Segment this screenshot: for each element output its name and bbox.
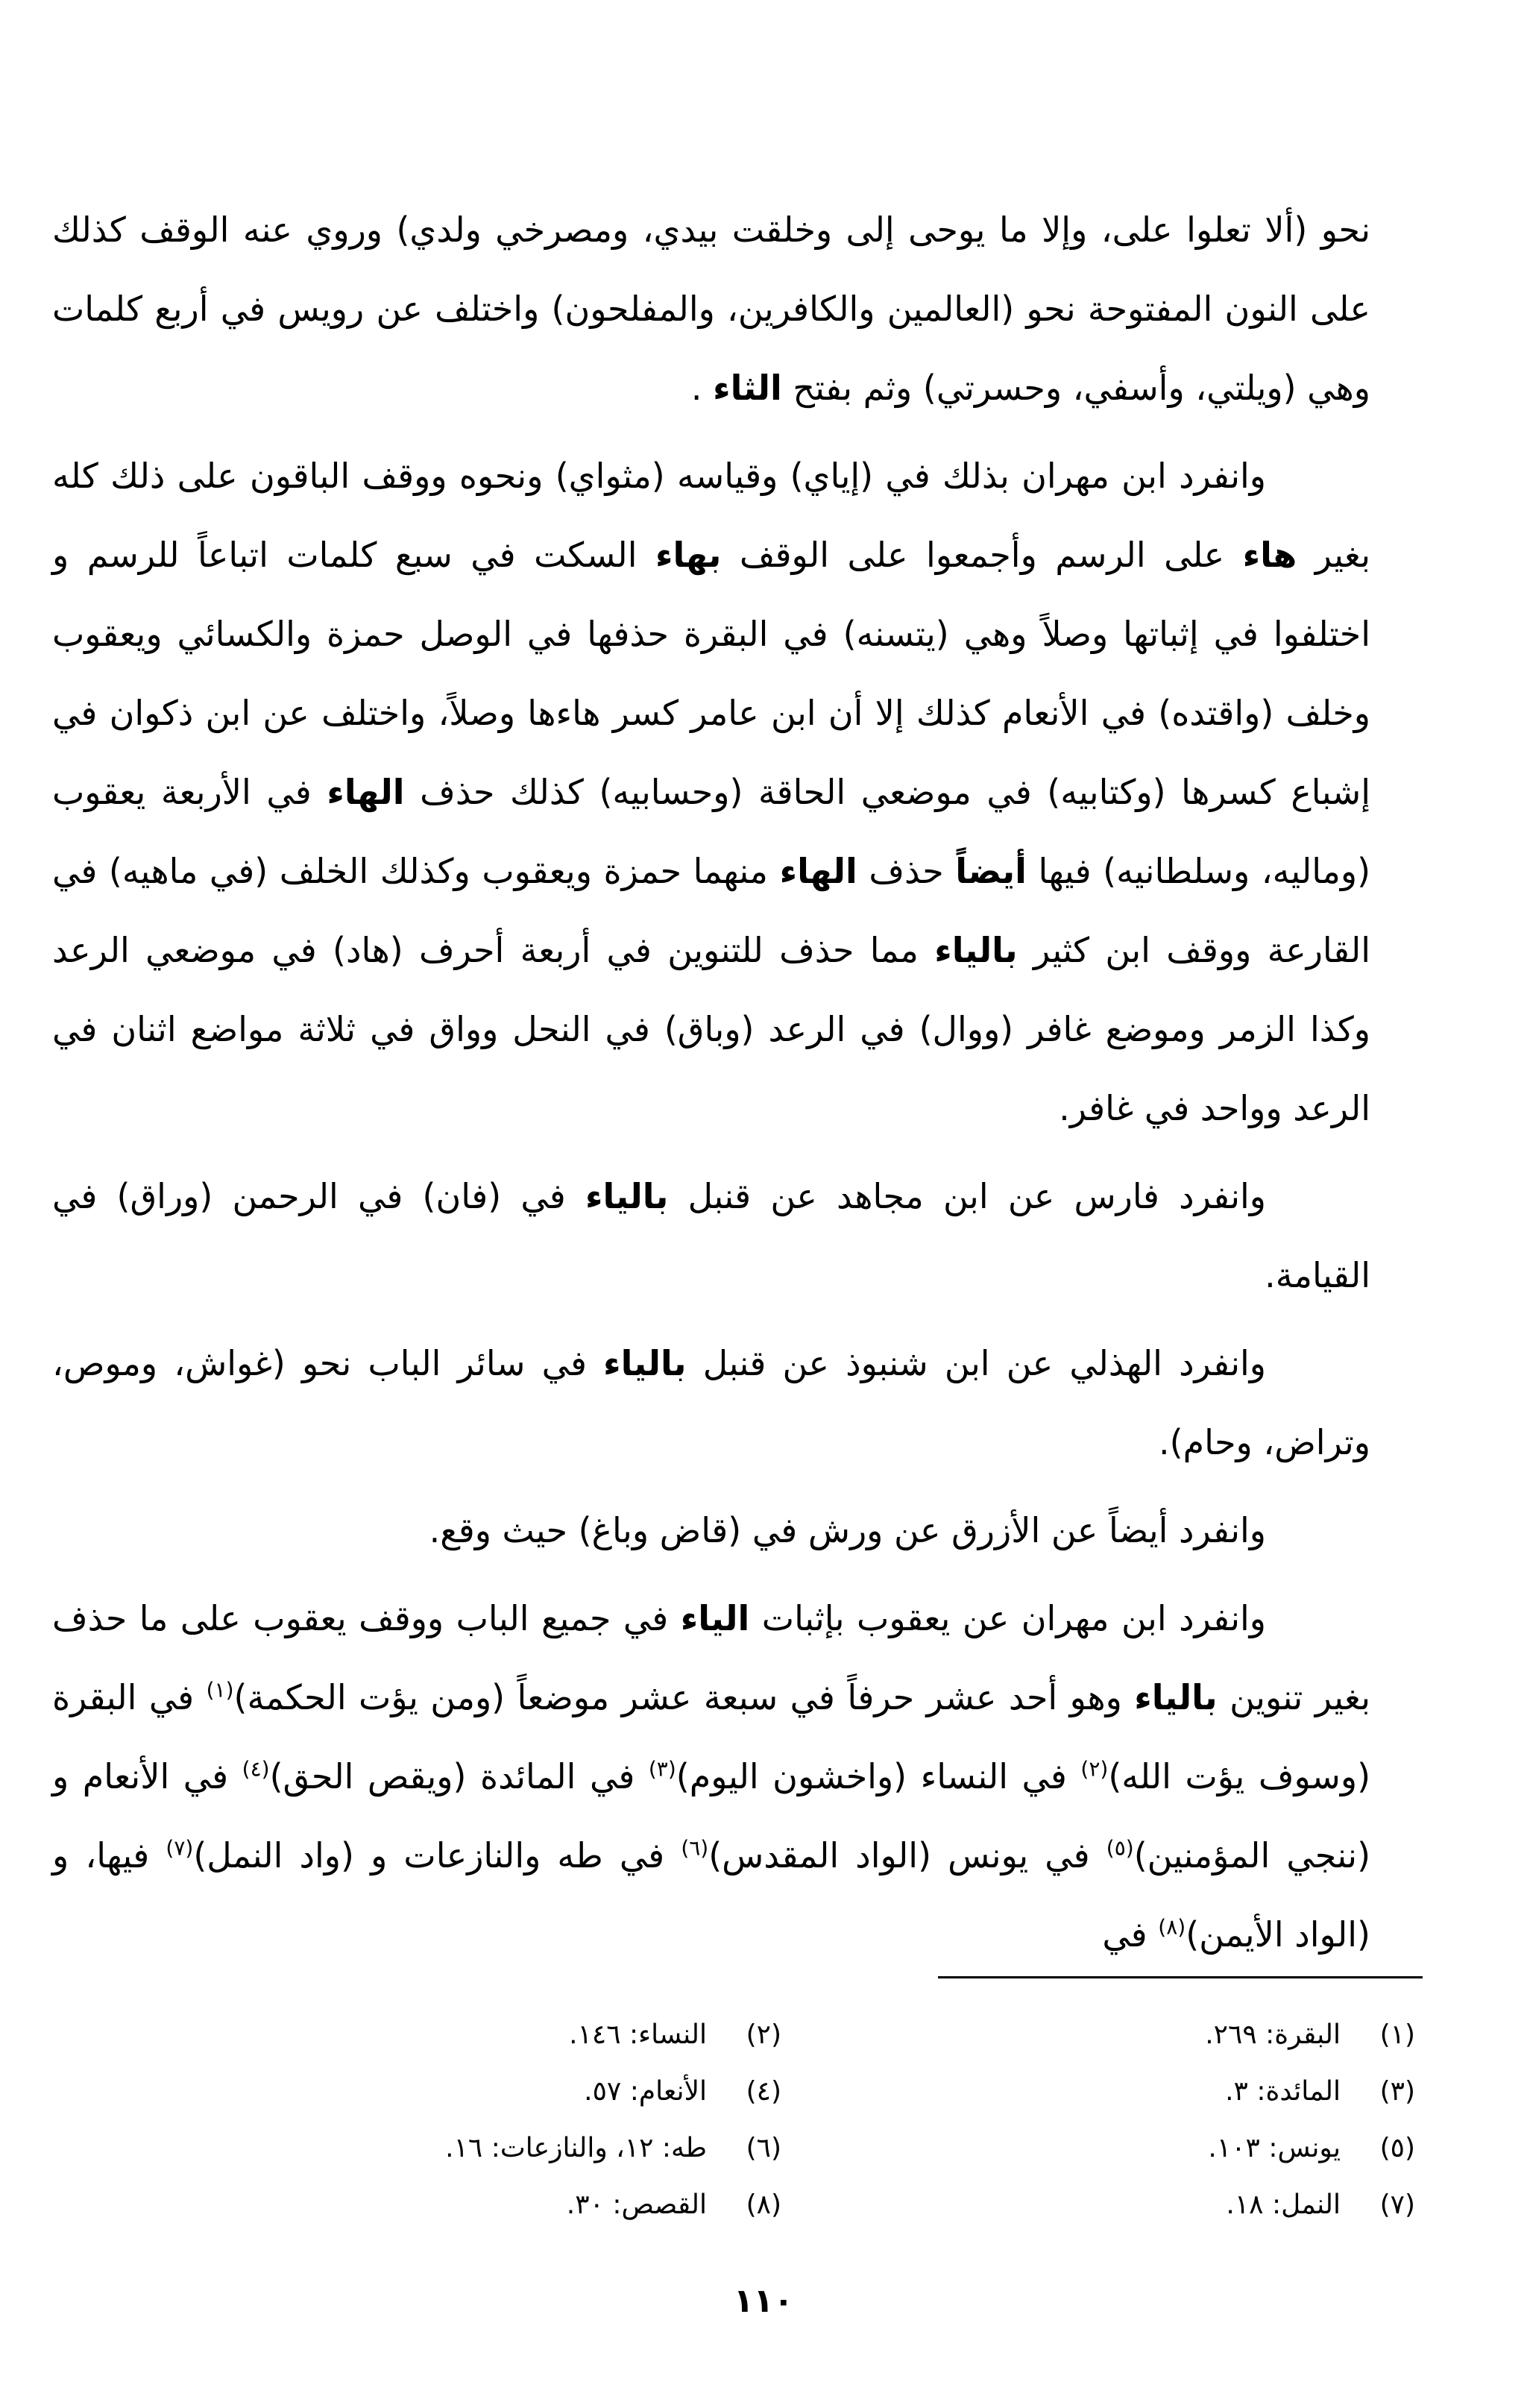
footnote-number: (٣) [1379, 2075, 1415, 2107]
footnote-ref[interactable]: (٣) [648, 1756, 676, 1782]
footnote-item [148, 2189, 781, 2220]
text-run: في طه والنازعات و (واد النمل) [193, 1835, 665, 1876]
footnote-item [781, 2133, 1415, 2163]
footnote-number: (٥) [1379, 2132, 1415, 2163]
footnote-item [781, 2019, 1415, 2050]
text-run: نحو (ألا تعلوا على، وإلا ما يوحى إلى وخلقت بيدي، ومصرخي ولدي) وروي عنه الوقف كذلك على النون المفتوحة نحو (العالمين والكافرين، والمفلحون) واختلف عن رويس في أربع كلمات وهي (ويلتي، وأسفي، وحسرتي) وثم بفتح [52, 210, 1370, 408]
text-run: وانفرد ابن مهران عن يعقوب بإثبات [761, 1598, 1267, 1638]
text-run: منهما حمزة ويعقوب وكذلك الخلف (في ماهيه) في القارعة ووقف ابن كثير [52, 851, 1371, 970]
footnote-number: (٨) [746, 2189, 781, 2220]
main-text [52, 190, 1370, 1983]
footnote-row [103, 2119, 1415, 2176]
bold-term: الهاء [327, 772, 405, 812]
footnote-text: المائدة: ٣. [1225, 2075, 1341, 2107]
footnote-text: البقرة: ٢٦٩. [1205, 2019, 1341, 2050]
text-run: في يونس (الواد المقدس) [708, 1835, 1090, 1876]
page-number: ١١٠ [733, 2282, 794, 2320]
text-run: على الرسم وأجمعوا على الوقف [739, 535, 1225, 575]
text-run: وهو أحد عشر حرفاً في سبعة عشر موضعاً (ومن يؤت الحكمة) [233, 1677, 1122, 1717]
text-run: في الأنعام و (ننجي المؤمنين) [52, 1756, 1371, 1876]
footnote-ref[interactable]: (٨) [1158, 1914, 1186, 1940]
footnote-number: (٤) [746, 2075, 781, 2107]
paragraph-4 [52, 1324, 1370, 1482]
bold-term: بالياء [603, 1343, 687, 1383]
footnote-item [781, 2076, 1415, 2107]
footnotes [103, 2006, 1415, 2233]
footnote-row [103, 2176, 1415, 2233]
footnote-item [781, 2189, 1415, 2220]
bold-term: بالياء [934, 930, 1018, 970]
text-run: مما حذف للتنوين في أربعة أحرف (هاد) في موضعي الرعد وكذا الزمر وموضع غافر (ووال) في الرعد (وباق) في النحل وواق في ثلاثة مواضع اثنان في الرعد وواحد في غافر. [52, 930, 1370, 1128]
footnote-text: يونس: ١٠٣. [1208, 2132, 1341, 2163]
bold-term: أيضاً [955, 851, 1027, 891]
footnote-number: (٢) [746, 2019, 781, 2050]
paragraph-1 [52, 190, 1370, 427]
footnote-separator [938, 1976, 1423, 1978]
bold-term: بالياء [1134, 1677, 1218, 1717]
bold-term: هاء [1242, 535, 1297, 575]
footnote-item [148, 2019, 781, 2050]
text-run: وانفرد ابن مهران بذلك في (إياي) وقياسه (مثواي) ونحوه ووقف الباقون على ذلك كله بغير [52, 456, 1371, 575]
footnote-number: (٦) [746, 2132, 781, 2163]
footnote-text: النساء: ١٤٦. [569, 2019, 707, 2050]
text-run: في (فان) في الرحمن (وراق) في القيامة. [52, 1176, 1370, 1295]
paragraph-6 [52, 1579, 1370, 1974]
footnote-ref[interactable]: (١) [206, 1677, 234, 1703]
footnote-row [103, 2006, 1415, 2063]
footnote-ref[interactable]: (٤) [242, 1756, 270, 1782]
paragraph-3 [52, 1157, 1370, 1315]
footnote-row [103, 2063, 1415, 2119]
text-run: حذف [869, 851, 944, 891]
text-run: في سائر الباب نحو (غواش، وموص، وتراض، وحام). [52, 1343, 1370, 1462]
text-run: في الأربعة يعقوب (وماليه، وسلطانيه) فيها [52, 772, 1371, 891]
bold-term: الياء [680, 1598, 750, 1638]
text-run: وانفرد فارس عن ابن مجاهد عن قنبل [687, 1176, 1267, 1216]
text-run: وانفرد أيضاً عن الأزرق عن ورش في (قاض وباغ) حيث وقع. [429, 1510, 1266, 1550]
footnote-ref[interactable]: (٧) [166, 1835, 194, 1861]
paragraph-2 [52, 436, 1370, 1148]
text-run: في البقرة (وسوف يؤت الله) [52, 1677, 1371, 1796]
text-run: في جميع الباب ووقف يعقوب على ما حذف بغير تنوين [52, 1598, 1370, 1717]
footnote-text: الأنعام: ٥٧. [584, 2075, 707, 2107]
text-run: السكت في سبع كلمات اتباعاً للرسم و اختلفوا في إثباتها وصلاً وهي (يتسنه) في البقرة حذفها في الوصل حمزة والكسائي ويعقوب وخلف (واقتده) في الأنعام كذلك إلا أن ابن عامر كسر هاءها وصلاً، واختلف عن ابن ذكوان في إشباع كسرها (وكتابيه) في موضعي الحاقة (وحسابيه) كذلك حذف [52, 535, 1371, 812]
paragraph-5 [52, 1491, 1370, 1570]
footnote-text: النمل: ١٨. [1226, 2189, 1341, 2220]
footnote-ref[interactable]: (٥) [1106, 1835, 1134, 1861]
footnote-item [148, 2133, 781, 2163]
footnote-number: (١) [1379, 2019, 1415, 2050]
bold-term: بالياء [585, 1176, 669, 1216]
footnote-ref[interactable]: (٦) [681, 1835, 709, 1861]
bold-term: الثاء [713, 368, 782, 408]
text-run: وانفرد الهذلي عن ابن شنبوذ عن قنبل [702, 1343, 1267, 1383]
bold-term: بهاء [655, 535, 722, 575]
footnote-text: القصص: ٣٠. [566, 2189, 707, 2220]
text-run: في المائدة (ويقص الحق) [269, 1756, 635, 1796]
footnote-item [148, 2076, 781, 2107]
footnote-number: (٧) [1379, 2189, 1415, 2220]
bold-term: الهاء [779, 851, 857, 891]
text-run: في النساء (واخشون اليوم) [676, 1756, 1067, 1796]
text-run: فيها، و (الواد الأيمن) [52, 1835, 1370, 1955]
footnote-text: طه: ١٢، والنازعات: ١٦. [445, 2132, 707, 2163]
text-run: في [1102, 1914, 1147, 1955]
footnote-ref[interactable]: (٢) [1080, 1756, 1109, 1782]
text-run: . [690, 368, 702, 408]
